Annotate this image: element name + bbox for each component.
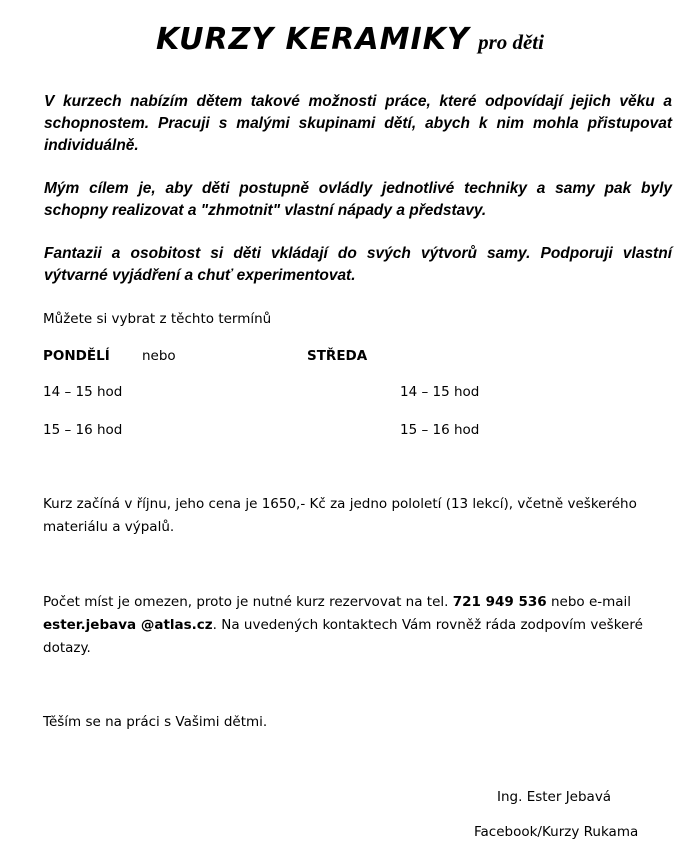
intro-paragraph-3: Fantazii a osobitost si děti vkládají do svých výtvorů samy. Podporuji vlastní výtvarné vyjádření a chuť experimentovat. xyxy=(44,245,672,284)
contact-phone: 721 949 536 xyxy=(452,594,547,610)
intro-paragraph-2: Mým cílem je, aby děti postupně ovládly jednotlivé techniky a samy pak byly schopny realizovat a "zhmotnit" vlastní nápady a představy. xyxy=(44,180,672,219)
monday-slot-2: 15 – 16 hod xyxy=(43,422,123,438)
monday-slot-1: 14 – 15 hod xyxy=(43,384,123,400)
wednesday-slot-2: 15 – 16 hod xyxy=(400,422,480,438)
page-title xyxy=(0,22,700,57)
schedule-connector: nebo xyxy=(142,348,176,364)
schedule-day-wednesday: STŘEDA xyxy=(307,348,368,364)
price-paragraph: Kurz začíná v říjnu, jeho cena je 1650,- Kč za jedno pololetí (13 lekcí), včetně veškerého materiálu a výpalů. xyxy=(43,496,637,535)
title-subtitle: pro děti xyxy=(478,30,544,54)
contact-text-a: Počet míst je omezen, proto je nutné kurz rezervovat na tel. xyxy=(43,594,453,610)
title-main: KURZY KERAMIKY xyxy=(156,22,470,57)
signature-name: Ing. Ester Jebavá xyxy=(497,789,612,805)
contact-paragraph xyxy=(43,591,663,660)
wednesday-slot-1: 14 – 15 hod xyxy=(400,384,480,400)
contact-text-b: nebo e-mail xyxy=(546,594,632,610)
closing-line: Těším se na práci s Vašimi dětmi. xyxy=(43,714,268,730)
contact-email: ester.jebava @atlas.cz xyxy=(43,617,213,633)
schedule-intro: Můžete si vybrat z těchto termínů xyxy=(43,311,272,327)
signature-social: Facebook/Kurzy Rukama xyxy=(474,824,639,840)
schedule-day-monday: PONDĚLÍ xyxy=(43,348,110,364)
contact-text-c: . Na uvedených kontaktech Vám rovněž ráda zodpovím veškeré dotazy. xyxy=(43,617,643,656)
intro-paragraph-1: V kurzech nabízím dětem takové možnosti práce, které odpovídají jejich věku a schopnostem. Pracuji s malými skupinami dětí, abych k nim mohla přistupovat individuálně. xyxy=(44,93,672,154)
